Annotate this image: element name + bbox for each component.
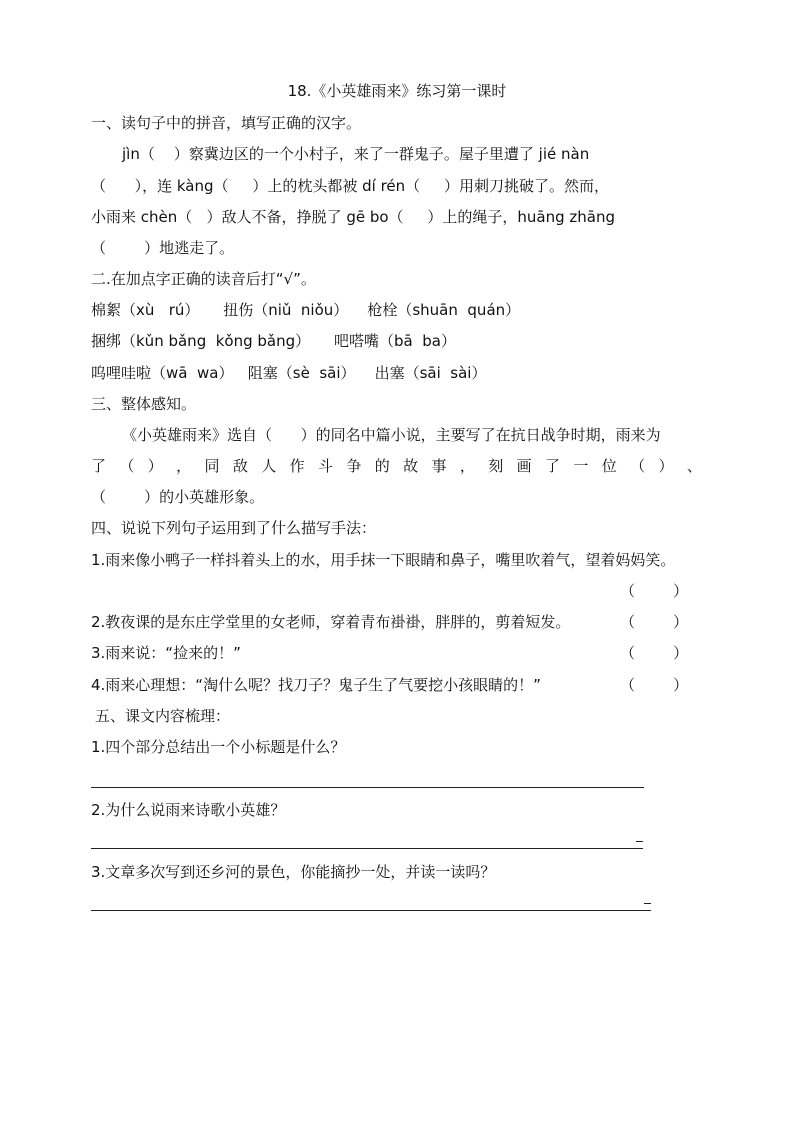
justified-char: ， <box>459 457 475 475</box>
section3-line-3: （ ）的小英雄形象。 <box>91 488 265 506</box>
section5-question-1: 1.四个部分总结出一个小标题是什么？ <box>91 738 346 756</box>
justified-char: 故 <box>403 457 419 475</box>
section1-line-1: jìn（ ）察冀边区的一个小村子，来了一群鬼子。屋子里遭了 jié nàn <box>122 145 590 163</box>
page-title: 18.《小英雄雨来》练习第一课时 <box>287 82 507 100</box>
justified-char: 同 <box>204 457 220 475</box>
section2-heading: 二.在加点字正确的读音后打“√”。 <box>91 270 316 288</box>
justified-char: 斗 <box>318 457 334 475</box>
section5-heading: 五、课文内容梳理： <box>95 707 231 725</box>
section2-line-2: 捆绑（kǔn bǎng kǒng bǎng） 吧嗒嘴（bā ba） <box>91 332 456 350</box>
justified-char: 画 <box>516 457 532 475</box>
section1-heading: 一、读句子中的拼音，填写正确的汉字。 <box>91 114 362 132</box>
section5-question-3: 3.文章多次写到还乡河的景色，你能摘抄一处，并读一读吗？ <box>91 863 496 881</box>
line-end-mark <box>636 841 643 842</box>
justified-char: 敌 <box>232 457 248 475</box>
section3-heading: 三、整体感知。 <box>91 395 197 413</box>
section1-line-2: （ ），连 kàng（ ）上的枕头都被 dí rén（ ）用刺刀挑破了。然而， <box>91 177 610 195</box>
answer-line-3 <box>91 910 651 911</box>
section5-question-2: 2.为什么说雨来诗歌小英雄？ <box>91 801 286 819</box>
answer-blank-1: （ ） <box>620 582 689 600</box>
section2-line-1: 棉絮（xù rú） 扭伤（niǔ niǒu） 枪栓（shuān quán） <box>91 301 521 319</box>
justified-char: 事 <box>431 457 447 475</box>
justified-char: （ <box>119 457 135 475</box>
justified-char: 作 <box>289 457 305 475</box>
section4-item-4: 4.雨来心理想：“淘什么呢？找刀子？鬼子生了气要挖小孩眼睛的！” <box>91 676 541 694</box>
justified-char: 人 <box>261 457 277 475</box>
section3-line-2 <box>91 456 702 476</box>
justified-char: 了 <box>91 457 107 475</box>
section4-item-3: 3.雨来说：“捡来的！” <box>91 644 241 662</box>
answer-line-2 <box>91 848 643 849</box>
section1-line-3: 小雨来 chèn（ ）敌人不备，挣脱了 gē bo（ ）上的绳子，huāng zhāng <box>91 208 615 226</box>
justified-char: 了 <box>545 457 561 475</box>
answer-line-1 <box>91 787 644 788</box>
justified-char: （ <box>630 457 646 475</box>
section1-line-4: （ ）地逃走了。 <box>91 239 235 257</box>
section4-item-1: 1.雨来像小鸭子一样抖着头上的水，用手抹一下眼睛和鼻子，嘴里吹着气，望着妈妈笑。 <box>91 551 676 569</box>
answer-blank-3: （ ） <box>620 644 689 662</box>
answer-blank-4: （ ） <box>620 676 689 694</box>
section4-item-2: 2.教夜课的是东庄学堂里的女老师，穿着青布褂褂，胖胖的，剪着短发。 <box>91 613 571 631</box>
justified-char: 刻 <box>488 457 504 475</box>
section4-heading: 四、说说下列句子运用到了什么描写手法： <box>91 519 377 537</box>
justified-char: 的 <box>374 457 390 475</box>
justified-char: 位 <box>601 457 617 475</box>
justified-char: ， <box>176 457 192 475</box>
answer-blank-2: （ ） <box>620 613 689 631</box>
justified-char: 争 <box>346 457 362 475</box>
section3-line-1: 《小英雄雨来》选自（ ）的同名中篇小说，主要写了在抗日战争时期，雨来为 <box>122 426 661 444</box>
justified-char: 、 <box>686 457 702 475</box>
section2-line-3: 呜哩哇啦（wā wa） 阻塞（sè sāi） 出塞（sāi sài） <box>91 364 487 382</box>
line-end-mark <box>644 903 651 904</box>
justified-char: ） <box>658 457 674 475</box>
justified-char: 一 <box>573 457 589 475</box>
justified-char: ） <box>147 457 163 475</box>
